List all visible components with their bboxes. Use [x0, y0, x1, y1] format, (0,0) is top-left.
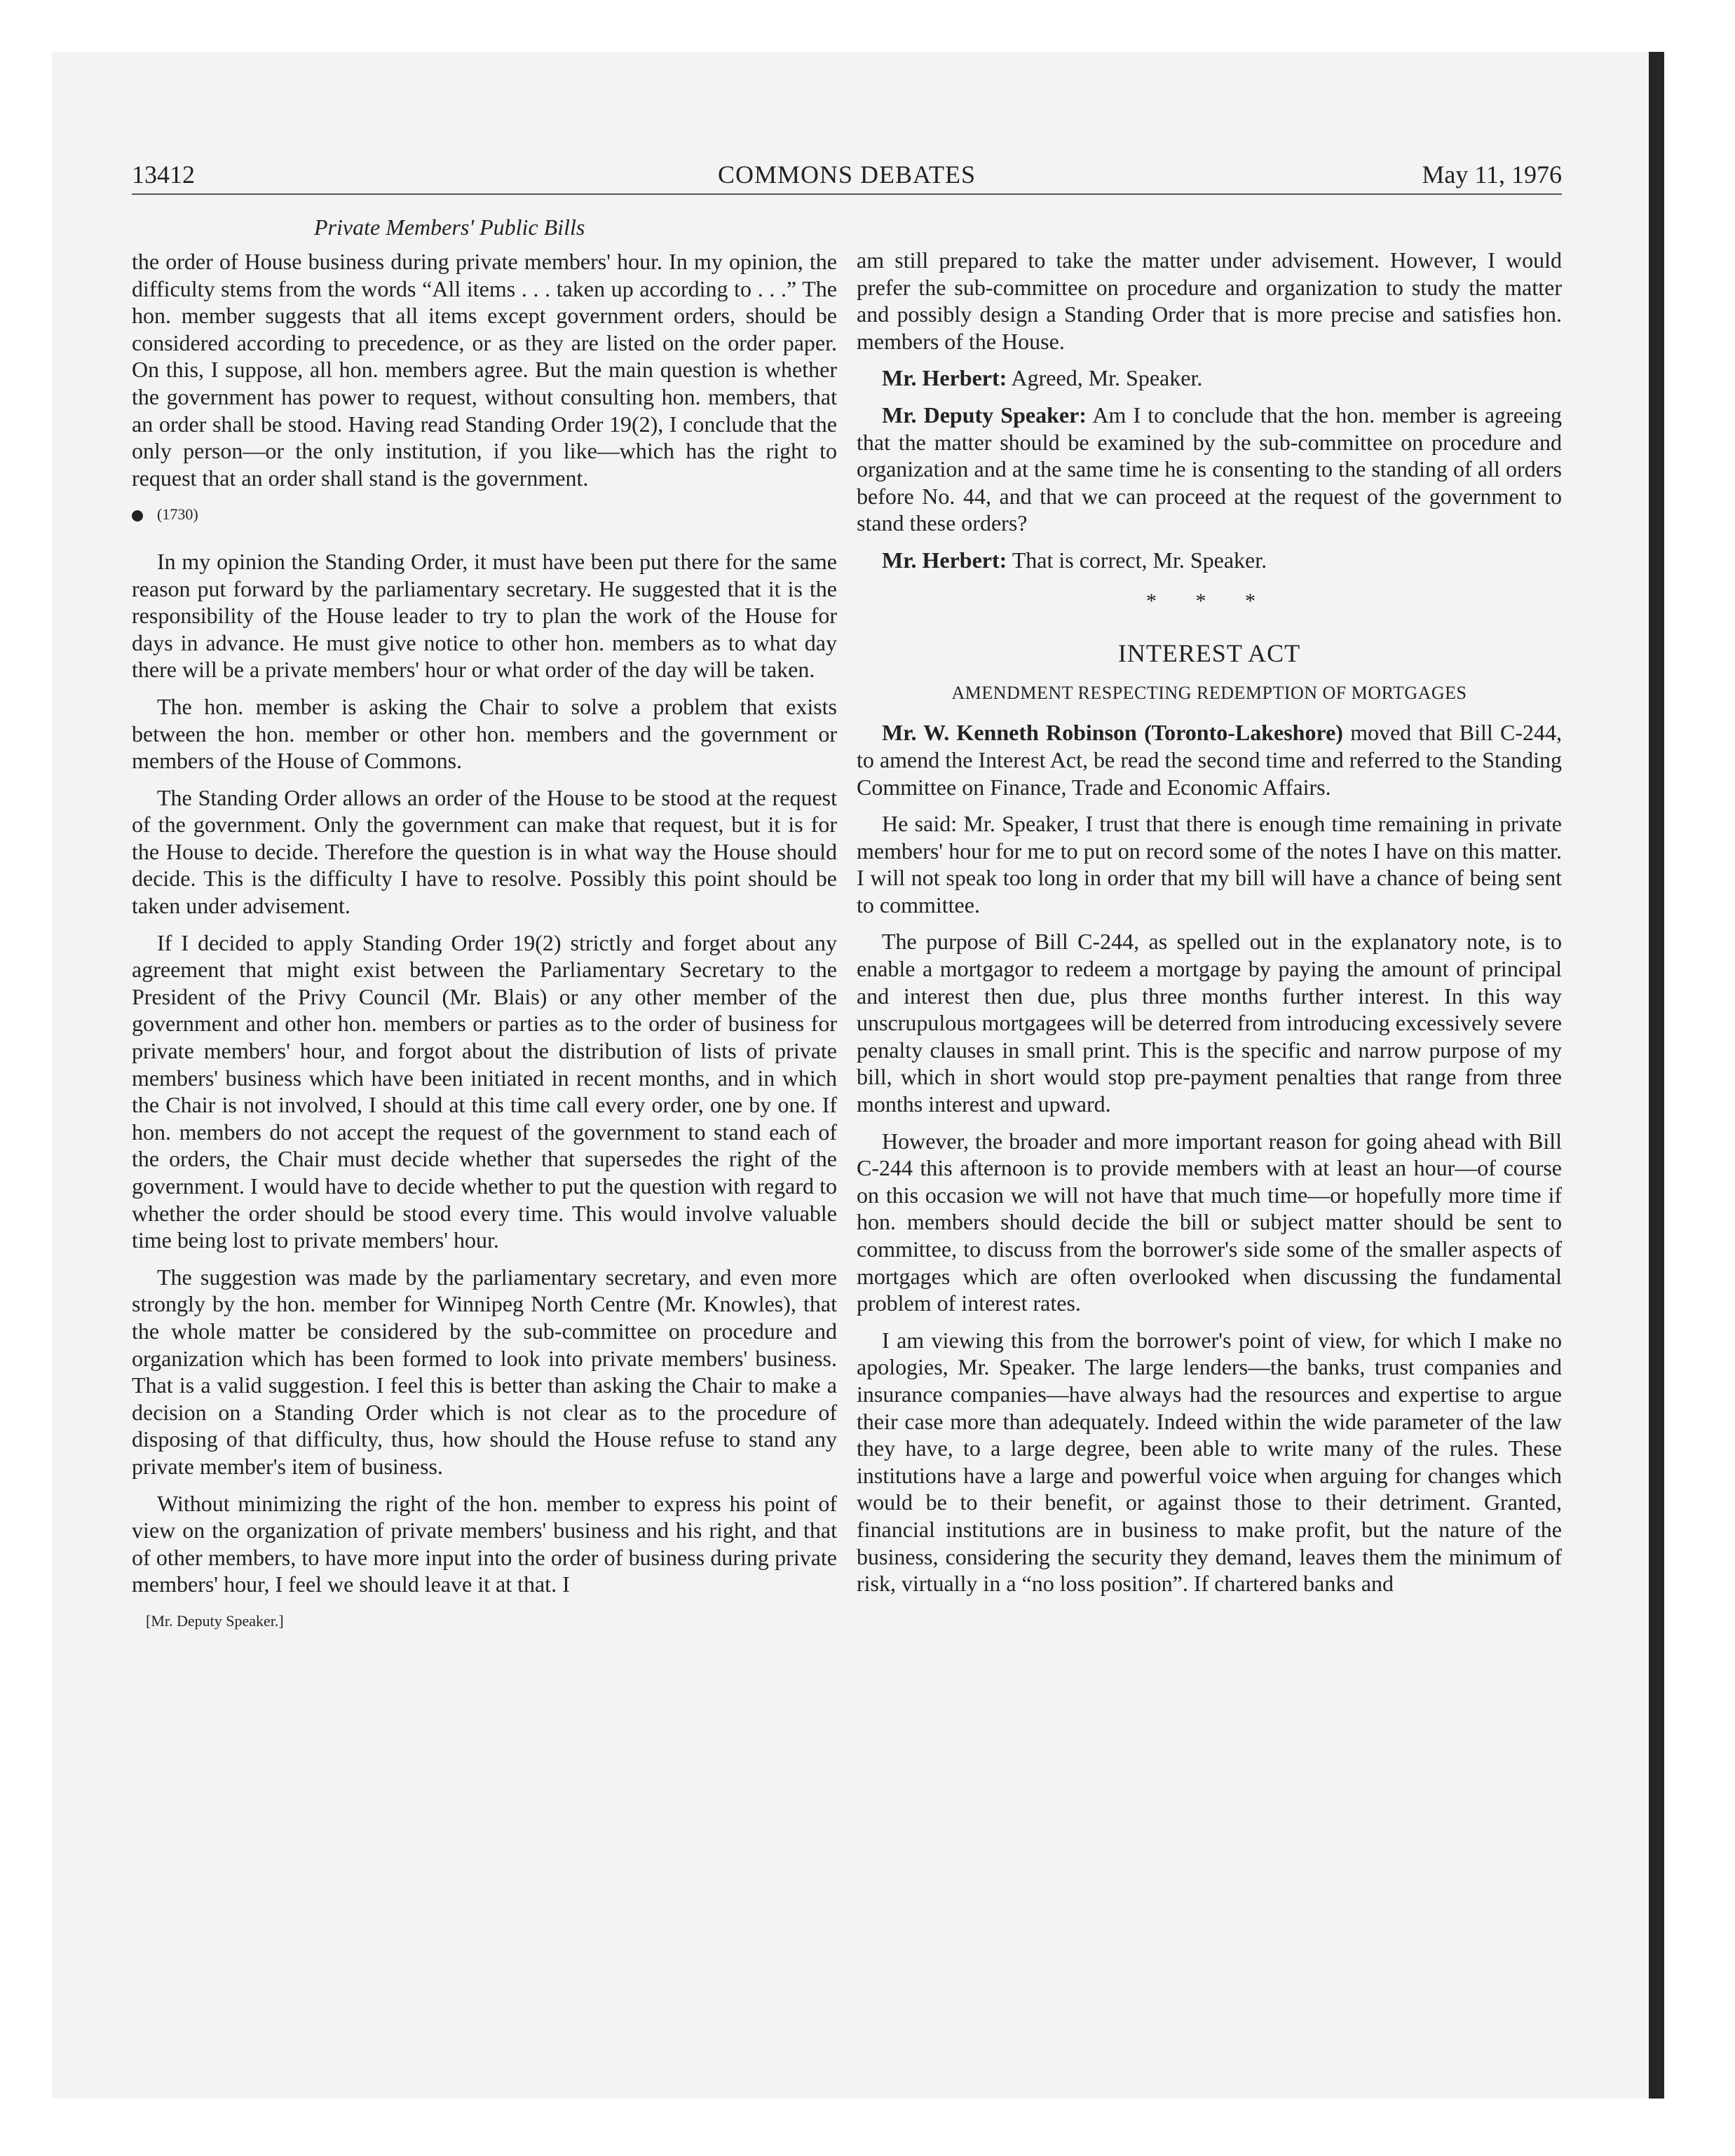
- paragraph: The suggestion was made by the parliamentary secretary, and even more strongly by the hon. member for Winnipeg North Centre (Mr. Knowles), that the whole matter be considered by the sub-committee on procedure and organization which has been formed to look into private members' business. That is a valid suggestion. I feel this is better than asking the Chair to make a decision on a Standing Order which is not clear as to the procedure of disposing of that difficulty, thus, how should the House refuse to stand any private member's item of business.: [132, 1264, 837, 1479]
- speech: [857, 364, 1562, 392]
- speaker-name: Mr. Herbert:: [882, 547, 1007, 573]
- speaker-name: Mr. W. Kenneth Robinson (Toronto-Lakeshore): [882, 720, 1343, 746]
- left-column: [132, 248, 837, 1635]
- time-marker: [132, 501, 837, 528]
- page-number: 13412: [132, 161, 195, 189]
- paragraph: the order of House business during private members' hour. In my opinion, the difficulty stems from the words “All items . . . taken up according to . . .” The hon. member suggests that all items except government orders, should be considered according to precedence, or as they are listed on the order paper. On this, I suppose, all hon. members agree. But the main question is whether the government has power to request, without consulting hon. members, that an order shall be stood. Having read Standing Order 19(2), I conclude that the only person—or the only institution, if you like—which has the right to request that an order shall stand is the government.: [132, 249, 837, 491]
- speaker-footnote: [Mr. Deputy Speaker.]: [146, 1611, 284, 1630]
- paragraph: In my opinion the Standing Order, it must have been put there for the same reason put forward by the parliamentary secretary. He suggested that it is the responsibility of the House leader to try to plan the work of the House for days in advance. He must give notice to other hon. members as to what day there will be a private members' hour or what order of the day will be taken.: [132, 548, 837, 683]
- speech: [857, 402, 1562, 537]
- paragraph: Without minimizing the right of the hon. member to express his point of view on the organization of private members' business and his right, and that of other members, to have more input into the order of business during private members' hour, I feel we should leave it at that. I: [132, 1490, 837, 1597]
- scan-edge-shadow: [1649, 52, 1664, 2099]
- paragraph: I am viewing this from the borrower's point of view, for which I make no apologies, Mr. Speaker. The large lenders—the banks, trust companies and insurance companies—have always had the resources and expertise to argue their case more than adequately. Indeed within the wide parameter of the law they have, to a large degree, been able to write many of the rules. These institutions have a large and powerful voice when arguing for changes which would be to their benefit, or against those to their detriment. Granted, financial institutions are in business to make profit, but the nature of the business, considering the security they demand, leaves them the minimum of risk, virtually in a “no loss position”. If chartered banks and: [857, 1327, 1562, 1597]
- paragraph: He said: Mr. Speaker, I trust that there is enough time remaining in private members' hour for me to put on record some of the notes I have on this matter. I will not speak too long in order that my bill will have a chance of being sent to committee.: [857, 811, 1562, 917]
- speech: [857, 719, 1562, 800]
- paragraph: If I decided to apply Standing Order 19(2) strictly and forget about any agreement that might exist between the Parliamentary Secretary to the President of the Privy Council (Mr. Blais) or any other member of the government and other hon. members or parties as to the order of business for private members' hour, and forgot about the distribution of lists of private members' business which have been initiated in recent months, and in which the Chair is not involved, I should at this time call every order, one by one. If hon. members do not accept the request of the government to stand each of the orders, the Chair must decide whether that supersedes the right of the government. I would have to decide whether to put the question with regard to whether the order should be stood every time. This would involve valuable time being lost to private members' hour.: [132, 929, 837, 1253]
- time-stamp: (1730): [157, 505, 198, 524]
- issue-date: May 11, 1976: [1422, 161, 1562, 189]
- running-header: [132, 158, 1562, 192]
- section-title: INTEREST ACT: [1117, 639, 1301, 668]
- speech-text: That is correct, Mr. Speaker.: [1007, 547, 1267, 573]
- paragraph: However, the broader and more important reason for going ahead with Bill C-244 this afternoon is to provide members with at least an hour—of course on this occasion we will not have that much time—or hopefully more time if hon. members should decide the bill or subject matter should be sent to committee, to discuss from the borrower's side some of the smaller aspects of mortgages which are often overlooked when discussing the fundamental problem of interest rates.: [857, 1128, 1562, 1316]
- publication-title: COMMONS DEBATES: [717, 161, 977, 189]
- section-subtitle: AMENDMENT RESPECTING REDEMPTION OF MORTGAGES: [951, 682, 1467, 703]
- speech-text: Am I to conclude that the hon. member is agreeing that the matter should be examined by the sub-committee on procedure and organization and at the same time he is consenting to the standing of all orders before No. 44, and that we can proceed at the request of the government to stand these orders?: [857, 402, 1563, 536]
- section-subhead: Private Members' Public Bills: [314, 214, 585, 240]
- section-separator: * * *: [1146, 589, 1272, 613]
- paragraph: The Standing Order allows an order of the House to be stood at the request of the government. Only the government can make that request, but it is for the House to decide. Therefore the question is in what way the House should decide. This is the difficulty I have to resolve. Possibly this point should be taken under advisement.: [132, 784, 837, 919]
- speech-text: moved that Bill C-244, to amend the Interest Act, be read the second time and referred to the Standing Committee on Finance, Trade and Economic Affairs.: [857, 720, 1563, 800]
- right-column: [857, 247, 1562, 1607]
- speaker-name: Mr. Herbert:: [882, 365, 1007, 391]
- header-rule: [132, 193, 1562, 195]
- speech: [857, 547, 1562, 574]
- paragraph: The hon. member is asking the Chair to solve a problem that exists between the hon. member or other hon. members and the government or members of the House of Commons.: [132, 693, 837, 774]
- paragraph: The purpose of Bill C-244, as spelled out in the explanatory note, is to enable a mortgagor to redeem a mortgage by paying the amount of principal and interest then due, plus three months further interest. In this way unscrupulous mortgagees will be deterred from introducing excessively severe penalty clauses in small print. This is the specific and narrow purpose of my bill, which in short would stop pre-payment penalties that range from three months interest and upward.: [857, 929, 1562, 1117]
- bullet-icon: [132, 510, 143, 521]
- paragraph: am still prepared to take the matter under advisement. However, I would prefer the sub-committee on procedure and organization to study the matter and possibly design a Standing Order that is more precise and satisfies hon. members of the House.: [857, 247, 1562, 354]
- speaker-name: Mr. Deputy Speaker:: [882, 402, 1087, 428]
- speech-text: Agreed, Mr. Speaker.: [1007, 365, 1203, 391]
